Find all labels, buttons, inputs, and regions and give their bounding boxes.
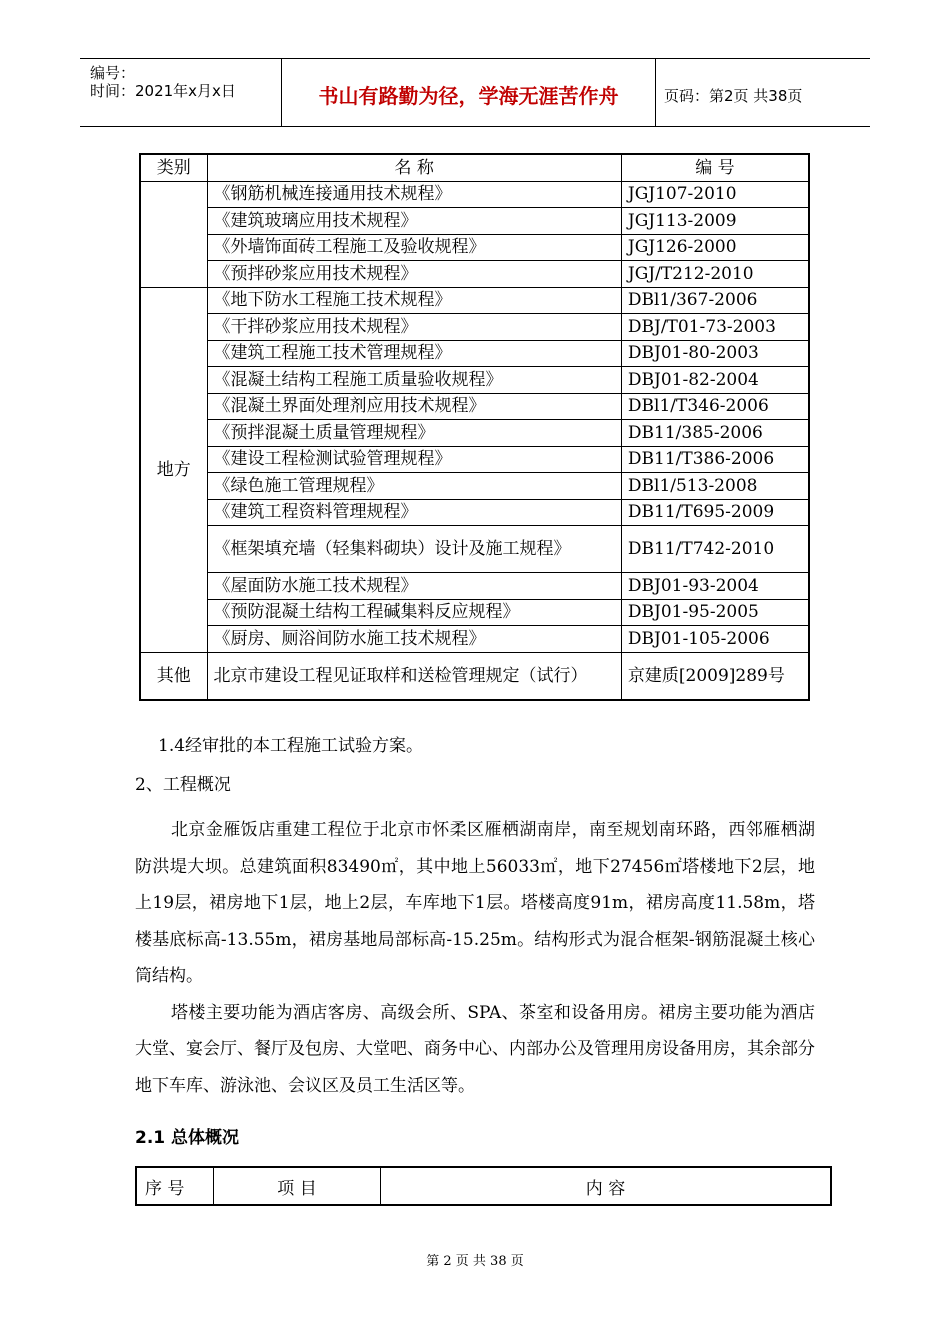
standard-name: 《绿色施工管理规程》 bbox=[207, 473, 621, 500]
table-header-row bbox=[140, 154, 809, 181]
column-header-code: 编 号 bbox=[621, 154, 809, 181]
standard-code: DBJ/T01-73-2003 bbox=[621, 314, 809, 341]
table-row bbox=[140, 393, 809, 420]
list-item-1-4: 1.4经审批的本工程施工试验方案。 bbox=[158, 736, 424, 756]
standard-name: 《地下防水工程施工技术规程》 bbox=[207, 287, 621, 314]
standard-code: DBJ01-82-2004 bbox=[621, 367, 809, 394]
column-header-name: 名 称 bbox=[207, 154, 621, 181]
table-row bbox=[140, 446, 809, 473]
table-row bbox=[140, 573, 809, 600]
standard-code: DBl1/T346-2006 bbox=[621, 393, 809, 420]
header-top-rule bbox=[80, 58, 870, 59]
header-divider bbox=[655, 58, 656, 126]
column-header-category: 类别 bbox=[140, 154, 207, 181]
standard-name: 《建筑玻璃应用技术规程》 bbox=[207, 208, 621, 235]
category-cell-local: 地方 bbox=[140, 287, 207, 652]
standards-table bbox=[139, 153, 810, 701]
page-indicator: 页码：第2页 共38页 bbox=[664, 87, 803, 105]
table-row bbox=[140, 652, 809, 700]
table-row bbox=[140, 420, 809, 447]
page-footer: 第 2 页 共 38 页 bbox=[426, 1254, 524, 1269]
standard-code: JGJ/T212-2010 bbox=[621, 261, 809, 288]
paragraph: 塔楼主要功能为酒店客房、高级会所、SPA、茶室和设备用房。裙房主要功能为酒店大堂、宴会厅、餐厅及包房、大堂吧、商务中心、内部办公及管理用房设备用房，其余部分地下车库、游泳池、会议区及员工生活区等。 bbox=[135, 1002, 815, 1096]
standard-name: 北京市建设工程见证取样和送检管理规定（试行） bbox=[207, 652, 621, 700]
standard-name: 《预拌砂浆应用技术规程》 bbox=[207, 261, 621, 288]
standard-name: 《框架填充墙（轻集料砌块）设计及施工规程》 bbox=[207, 526, 621, 573]
column-header-content: 内 容 bbox=[381, 1167, 832, 1205]
standard-name: 《厨房、厕浴间防水施工技术规程》 bbox=[207, 626, 621, 653]
category-cell-other: 其他 bbox=[140, 652, 207, 700]
table-row bbox=[140, 367, 809, 394]
document-number-label: 编号： bbox=[90, 64, 136, 82]
column-header-index: 序 号 bbox=[136, 1167, 214, 1205]
table-row bbox=[140, 473, 809, 500]
table-row bbox=[140, 526, 809, 573]
table-row bbox=[140, 261, 809, 288]
standard-code: DB11/T386-2006 bbox=[621, 446, 809, 473]
table-row bbox=[140, 287, 809, 314]
standard-code: DBJ01-80-2003 bbox=[621, 340, 809, 367]
table-header-row bbox=[136, 1167, 831, 1205]
standard-code: DBJ01-105-2006 bbox=[621, 626, 809, 653]
header-motto: 书山有路勤为径，学海无涯苦作舟 bbox=[318, 84, 619, 108]
table-row bbox=[140, 499, 809, 526]
standard-name: 《屋面防水施工技术规程》 bbox=[207, 573, 621, 600]
section-heading-2-1: 2.1 总体概况 bbox=[135, 1128, 240, 1148]
standard-code: DBJ01-93-2004 bbox=[621, 573, 809, 600]
table-row bbox=[140, 234, 809, 261]
table-row bbox=[140, 181, 809, 208]
overview-body bbox=[135, 812, 815, 1104]
overview-table bbox=[135, 1166, 832, 1206]
standard-name: 《混凝土界面处理剂应用技术规程》 bbox=[207, 393, 621, 420]
standard-code: JGJ126-2000 bbox=[621, 234, 809, 261]
standard-code: 京建质[2009]289号 bbox=[621, 652, 809, 700]
section-heading-2: 2、工程概况 bbox=[135, 775, 231, 795]
standard-name: 《建筑工程施工技术管理规程》 bbox=[207, 340, 621, 367]
standard-name: 《建设工程检测试验管理规程》 bbox=[207, 446, 621, 473]
document-time-label: 时间：2021年x月x日 bbox=[90, 82, 236, 100]
standard-code: JGJ107-2010 bbox=[621, 181, 809, 208]
standard-name: 《预防混凝土结构工程碱集料反应规程》 bbox=[207, 599, 621, 626]
table-row bbox=[140, 208, 809, 235]
table-row bbox=[140, 314, 809, 341]
category-cell bbox=[140, 181, 207, 287]
standard-code: DB11/T695-2009 bbox=[621, 499, 809, 526]
standard-code: DB11/T742-2010 bbox=[621, 526, 809, 573]
standard-name: 《干拌砂浆应用技术规程》 bbox=[207, 314, 621, 341]
standard-name: 《混凝土结构工程施工质量验收规程》 bbox=[207, 367, 621, 394]
standard-code: JGJ113-2009 bbox=[621, 208, 809, 235]
header-bottom-rule bbox=[80, 126, 870, 127]
standard-name: 《外墙饰面砖工程施工及验收规程》 bbox=[207, 234, 621, 261]
table-row bbox=[140, 626, 809, 653]
standard-code: DBJ01-95-2005 bbox=[621, 599, 809, 626]
standard-name: 《预拌混凝土质量管理规程》 bbox=[207, 420, 621, 447]
standard-name: 《钢筋机械连接通用技术规程》 bbox=[207, 181, 621, 208]
table-row bbox=[140, 599, 809, 626]
standard-code: DB11/385-2006 bbox=[621, 420, 809, 447]
column-header-item: 项 目 bbox=[214, 1167, 381, 1205]
table-row bbox=[140, 340, 809, 367]
standard-code: DBl1/367-2006 bbox=[621, 287, 809, 314]
standard-code: DBl1/513-2008 bbox=[621, 473, 809, 500]
standard-name: 《建筑工程资料管理规程》 bbox=[207, 499, 621, 526]
paragraph: 北京金雁饭店重建工程位于北京市怀柔区雁栖湖南岸，南至规划南环路，西邻雁栖湖防洪堤大坝。总建筑面积83490㎡，其中地上56033㎡，地下27456㎡塔楼地下2层，地上19层，裙房地下1层，地上2层，车库地下1层。塔楼高度91m，裙房高度11.58m，塔楼基底标高-13.55m，裙房基地局部标高-15.25m。结构形式为混合框架-钢筋混凝土核心筒结构。 bbox=[135, 820, 815, 986]
